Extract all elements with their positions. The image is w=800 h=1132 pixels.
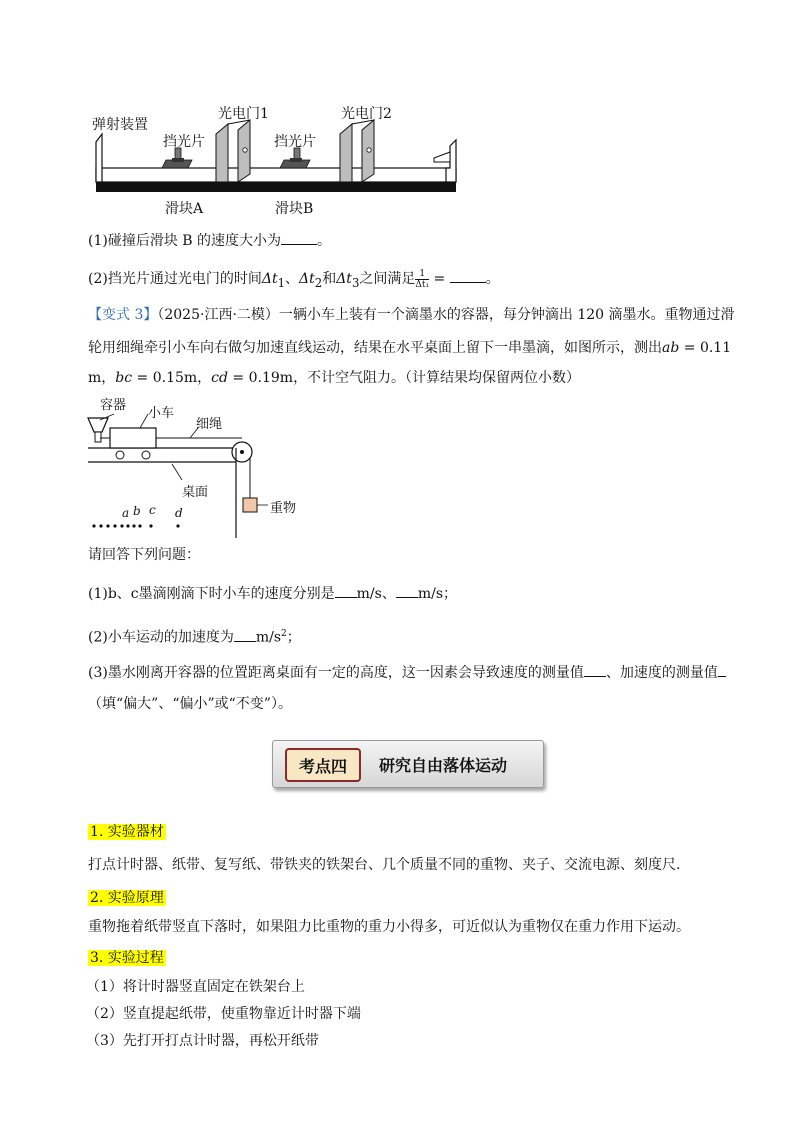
- variant-3-line-2: 轮用细绳牵引小车向右做匀加速直线运动，结果在水平桌面上留下一串墨滴，如图所示，测出ab = 0.11: [88, 340, 732, 356]
- answer-blank[interactable]: [335, 583, 357, 598]
- heading-procedure: 3. 实验过程: [90, 950, 164, 966]
- label-c: c: [149, 503, 156, 517]
- heading-equipment: 1. 实验器材: [90, 824, 164, 840]
- answer-blank[interactable]: [584, 662, 606, 677]
- paragraph-equipment: 打点计时器、纸带、复写纸、带铁夹的铁架台、几个质量不同的重物、夹子、交流电源、刻度尺.: [88, 857, 681, 873]
- procedure-step: （2）竖直提起纸带，使重物靠近计时器下端: [86, 1006, 361, 1022]
- question-2: (2)挡光片通过光电门的时间$\Delta t_1$、$\Delta t_2$和$\Delta t_3$之间满足 $\frac{1}{\text{Δt₁}}$ = 。: [88, 268, 500, 290]
- label-a: a: [122, 506, 130, 520]
- procedure-step: （1）将计时器竖直固定在铁架台上: [86, 979, 305, 995]
- label-shade-1: 挡光片: [163, 134, 205, 150]
- label-rope: 细绳: [196, 417, 223, 432]
- question-2-1: (1)b、c墨滴刚滴下时小车的速度分别是 m/s、 m/s；: [88, 583, 457, 604]
- question-2-2: (2)小车运动的加速度为 $m/s^2$；: [88, 624, 301, 648]
- questions-intro: 请回答下列问题：: [88, 547, 200, 563]
- label-weight: 重物: [270, 501, 297, 516]
- label-block-b: 滑块B: [275, 201, 314, 217]
- paragraph-principle: 重物拖着纸带竖直下落时，如果阻力比重物的重力小得多，可近似认为重物仅在重力作用下运动。: [88, 919, 690, 935]
- label-cart: 小车: [148, 406, 175, 421]
- answer-blank[interactable]: [281, 230, 317, 245]
- question-1: (1)碰撞后滑块 B 的速度大小为 。: [88, 230, 331, 251]
- banner-tag: 考点四: [285, 748, 361, 782]
- label-table: 桌面: [182, 485, 209, 500]
- label-gate-1: 光电门1: [218, 106, 269, 122]
- answer-blank[interactable]: [450, 268, 486, 283]
- label-container: 容器: [100, 398, 127, 413]
- question-2-3-line-2: （填“偏大”、“偏小”或“不变”）。: [88, 696, 292, 712]
- label-shade-2: 挡光片: [274, 134, 316, 150]
- variant-tag: 【变式 3】: [88, 307, 158, 323]
- procedure-step: （3）先打开打点计时器，再松开纸带: [86, 1033, 319, 1049]
- label-d: d: [175, 506, 183, 520]
- question-2-3: (3)墨水刚离开容器的位置距离桌面有一定的高度，这一因素会导致速度的测量值 、加速度的测量值: [88, 662, 726, 683]
- banner-title: 研究自由落体运动: [379, 756, 508, 775]
- label-gate-2: 光电门2: [341, 106, 392, 122]
- label-block-a: 滑块A: [165, 201, 204, 217]
- heading-principle: 2. 实验原理: [90, 890, 164, 906]
- label-b: b: [133, 504, 141, 518]
- label-launcher: 弹射装置: [92, 117, 148, 133]
- answer-blank[interactable]: [396, 583, 418, 598]
- variant-3-line-3: m，bc = 0.15m，cd = 0.19m，不计空气阻力。（计算结果均保留两位小数）: [88, 370, 581, 386]
- ink-dots: [92, 524, 179, 527]
- answer-blank[interactable]: [234, 627, 256, 642]
- fraction: $\frac{1}{\text{Δt₁}}$: [415, 268, 430, 290]
- section-banner: [272, 740, 544, 788]
- variant-3-line-1: 【变式 3】（2025·江西·二模）一辆小车上装有一个滴墨水的容器，每分钟滴出 120 滴墨水。重物通过滑: [88, 307, 735, 323]
- answer-blank[interactable]: [718, 662, 726, 677]
